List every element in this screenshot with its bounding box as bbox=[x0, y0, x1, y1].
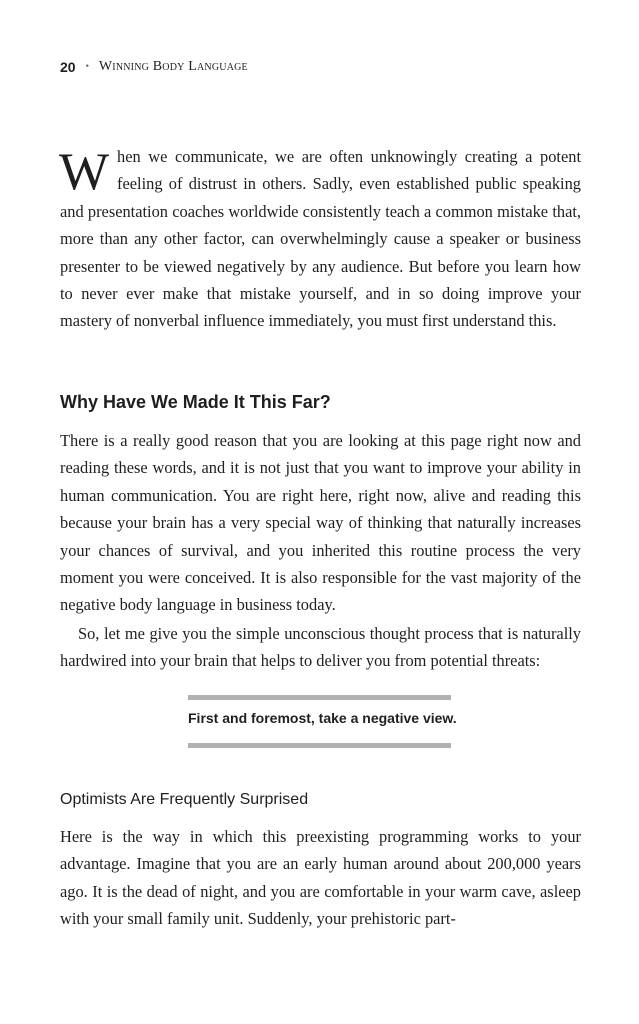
bullet-separator: • bbox=[84, 62, 90, 72]
section-paragraph-2: So, let me give you the simple unconscious thought process that is naturally hardwired into your brain that helps to deliver you from potential threats: bbox=[60, 624, 581, 671]
section-heading: Why Have We Made It This Far? bbox=[60, 392, 331, 412]
intro-paragraph: When we communicate, we are often unknowingly creating a potent feeling of distrust in others. Sadly, even established public speaking and presentation coaches worldwide consistently teach a common mistake that, more than any other factor, can overwhelmingly cause a speaker or business presenter to be viewed negatively by any audience. But before you learn how to never ever make that mistake yourself, and in so doing improve your mastery of nonverbal influence immediately, you must first understand this. bbox=[59, 143, 581, 331]
callout-top-rule bbox=[188, 695, 451, 700]
running-head bbox=[60, 57, 248, 77]
callout-text: First and foremost, take a negative view. bbox=[188, 710, 457, 726]
page-number: 20 bbox=[60, 59, 76, 75]
section-paragraph-1: There is a really good reason that you are looking at this page right now and reading these words, and it is not just that you want to improve your ability in human communication. You are right here, right now, alive and reading this because your brain has a very special way of thinking that naturally increases your chances of survival, and you inherited this routine process the very moment you were conceived. It is also responsible for the vast majority of the negative body language in business today. bbox=[60, 431, 581, 615]
subsection-heading: Optimists Are Frequently Surprised bbox=[60, 791, 309, 808]
subsection-paragraph: Here is the way in which this preexisting programming works to your advantage. Imagine that you are an early human around about 200,000 years ago. It is the dead of night, and you are comfortable in your warm cave, asleep with your small family unit. Suddenly, your prehistoric part- bbox=[60, 827, 581, 929]
callout-bottom-rule bbox=[188, 743, 451, 748]
book-title: Winning Body Language bbox=[98, 59, 248, 74]
